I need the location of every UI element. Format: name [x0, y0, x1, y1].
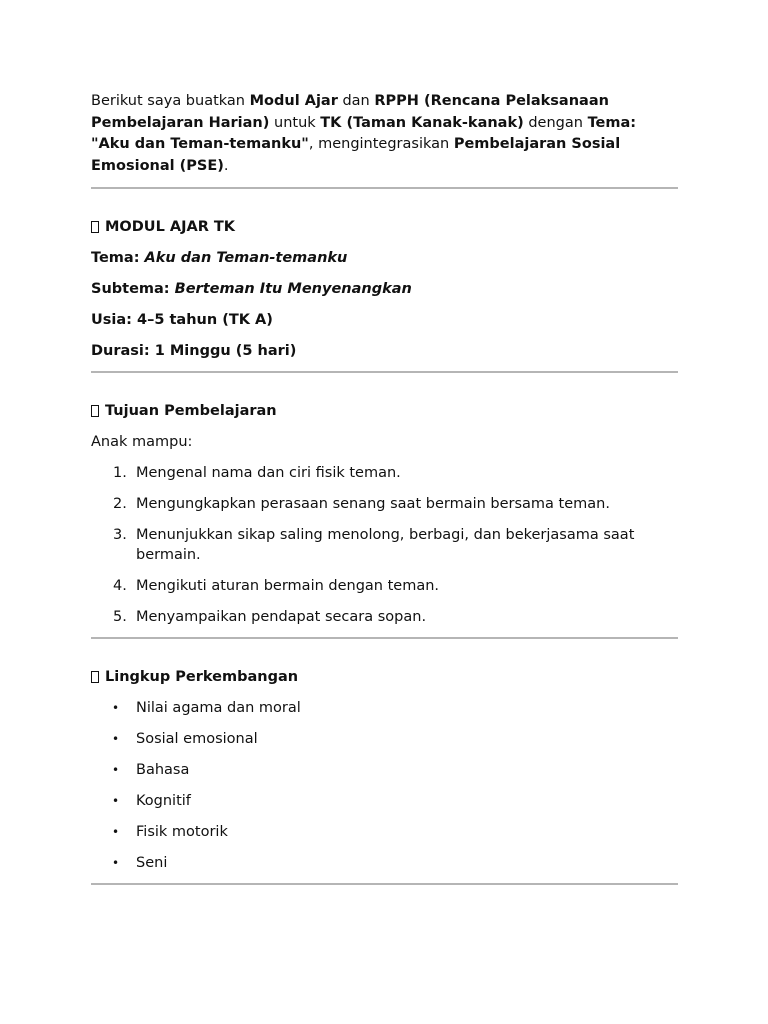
tema-line — [91, 248, 678, 268]
intro-bold-tema: Tema: "Aku dan Teman-temanku" — [91, 114, 637, 152]
tujuan-lead: Anak mampu: — [91, 434, 193, 450]
list-number: 3. — [113, 527, 127, 543]
list-item — [91, 791, 678, 811]
tujuan-list — [91, 463, 678, 627]
bullet-icon: • — [112, 825, 120, 839]
list-item-text: Menunjukkan sikap saling menolong, berbagi, dan bekerjasama saat bermain. — [136, 527, 635, 563]
list-item-text: Mengikuti aturan bermain dengan teman. — [136, 578, 440, 594]
bullet-icon: • — [112, 794, 120, 808]
list-item-text: Bahasa — [136, 762, 190, 778]
missing-glyph-box-icon — [91, 405, 99, 417]
section-divider — [91, 637, 678, 639]
intro-text: , mengintegrasikan — [308, 136, 454, 152]
list-item — [91, 463, 678, 483]
subtema-label: Subtema: — [91, 281, 175, 297]
usia-line: Usia: 4–5 tahun (TK A) — [91, 312, 273, 328]
list-item-text: Menyampaikan pendapat secara sopan. — [136, 609, 427, 625]
tema-label: Tema: — [91, 250, 145, 266]
list-item — [91, 822, 678, 842]
bullet-icon: • — [112, 763, 120, 777]
subtema-value: Berteman Itu Menyenangkan — [174, 281, 412, 297]
list-item-text: Seni — [136, 855, 168, 871]
list-item — [91, 607, 678, 627]
bullet-icon: • — [112, 732, 120, 746]
intro-bold-modul-ajar: Modul Ajar — [249, 93, 338, 109]
list-item-text: Kognitif — [136, 793, 191, 809]
list-item — [91, 525, 678, 565]
durasi-line: Durasi: 1 Minggu (5 hari) — [91, 343, 297, 359]
intro-bold-rpph: RPPH (Rencana Pelaksanaan Pembelajaran Harian) — [91, 93, 609, 131]
list-item-text: Fisik motorik — [136, 824, 228, 840]
lingkup-heading-text: Lingkup Perkembangan — [105, 669, 299, 685]
modul-heading-text: MODUL AJAR TK — [105, 219, 236, 235]
list-item — [91, 729, 678, 749]
list-item-text: Mengenal nama dan ciri fisik teman. — [136, 465, 401, 481]
intro-text: . — [223, 157, 229, 174]
document-page — [91, 91, 678, 885]
intro-paragraph — [91, 91, 678, 177]
list-number: 4. — [113, 578, 127, 594]
subtema-line — [91, 279, 678, 299]
list-item — [91, 698, 678, 718]
list-item-text: Sosial emosional — [136, 731, 258, 747]
list-item — [91, 494, 678, 514]
section-divider — [91, 883, 678, 885]
lingkup-heading — [91, 667, 678, 687]
intro-text: untuk — [269, 114, 321, 131]
modul-heading — [91, 217, 678, 237]
list-item — [91, 760, 678, 780]
missing-glyph-box-icon — [91, 671, 99, 683]
list-number: 1. — [113, 465, 127, 481]
tujuan-heading — [91, 401, 678, 421]
missing-glyph-box-icon — [91, 221, 99, 233]
section-divider — [91, 187, 678, 189]
intro-text: Berikut saya buatkan — [91, 93, 250, 109]
tujuan-heading-text: Tujuan Pembelajaran — [105, 403, 277, 419]
list-item-text: Nilai agama dan moral — [136, 700, 301, 716]
intro-text: dengan — [523, 114, 588, 131]
bullet-icon: • — [112, 856, 120, 870]
lingkup-list — [91, 698, 678, 873]
intro-text: dan — [337, 93, 375, 109]
list-number: 5. — [113, 609, 127, 625]
intro-bold-pse: Pembelajaran Sosial Emosional (PSE) — [91, 136, 621, 174]
intro-bold-tk: TK (Taman Kanak-kanak) — [320, 114, 524, 131]
tema-value: Aku dan Teman-temanku — [144, 250, 348, 266]
bullet-icon: • — [112, 701, 120, 715]
list-number: 2. — [113, 496, 127, 512]
section-divider — [91, 371, 678, 373]
list-item — [91, 576, 678, 596]
list-item-text: Mengungkapkan perasaan senang saat bermain bersama teman. — [136, 496, 610, 512]
list-item — [91, 853, 678, 873]
